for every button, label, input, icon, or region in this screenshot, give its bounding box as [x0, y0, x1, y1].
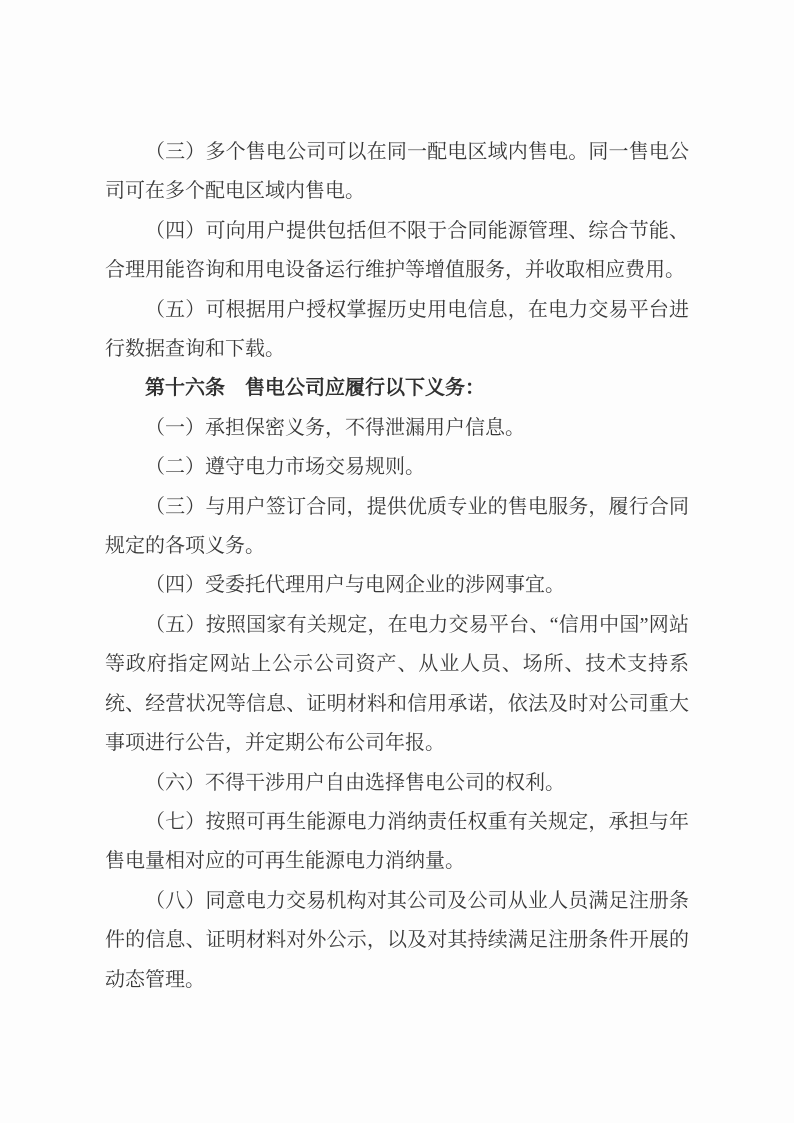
duty-item-2: （二）遵守电力市场交易规则。	[145, 456, 425, 479]
duty-item-4: （四）受委托代理用户与电网企业的涉网事宜。	[145, 574, 565, 597]
duty-item-8: （八）同意电力交易机构对其公司及公司从业人员满足注册条件的信息、证明材料对外公示，以及对其持续满足注册条件开展的动态管理。	[105, 889, 689, 991]
duty-item-7: （七）按照可再生能源电力消纳责任权重有关规定，承担与年售电量相对应的可再生能源电力消纳量。	[105, 810, 689, 873]
duty-item-6: （六）不得干涉用户自由选择售电公司的权利。	[145, 771, 565, 794]
article-16-heading: 第十六条 售电公司应履行以下义务：	[145, 377, 485, 400]
duty-item-1: （一）承担保密义务，不得泄漏用户信息。	[145, 416, 525, 439]
duty-item-5: （五）按照国家有关规定，在电力交易平台、“信用中国”网站等政府指定网站上公示公司资产、从业人员、场所、技术支持系统、经营状况等信息、证明材料和信用承诺，依法及时对公司重大事项进行公告，并定期公布公司年报。	[105, 613, 689, 755]
rights-item-4: （四）可向用户提供包括但不限于合同能源管理、综合节能、合理用能咨询和用电设备运行维护等增值服务，并收取相应费用。	[105, 219, 689, 282]
rights-item-3: （三）多个售电公司可以在同一配电区域内售电。同一售电公司可在多个配电区域内售电。	[105, 141, 689, 203]
document-body	[105, 133, 689, 1000]
rights-item-5: （五）可根据用户授权掌握历史用电信息，在电力交易平台进行数据查询和下载。	[105, 298, 689, 361]
duty-item-3: （三）与用户签订合同，提供优质专业的售电服务，履行合同规定的各项义务。	[105, 495, 689, 558]
